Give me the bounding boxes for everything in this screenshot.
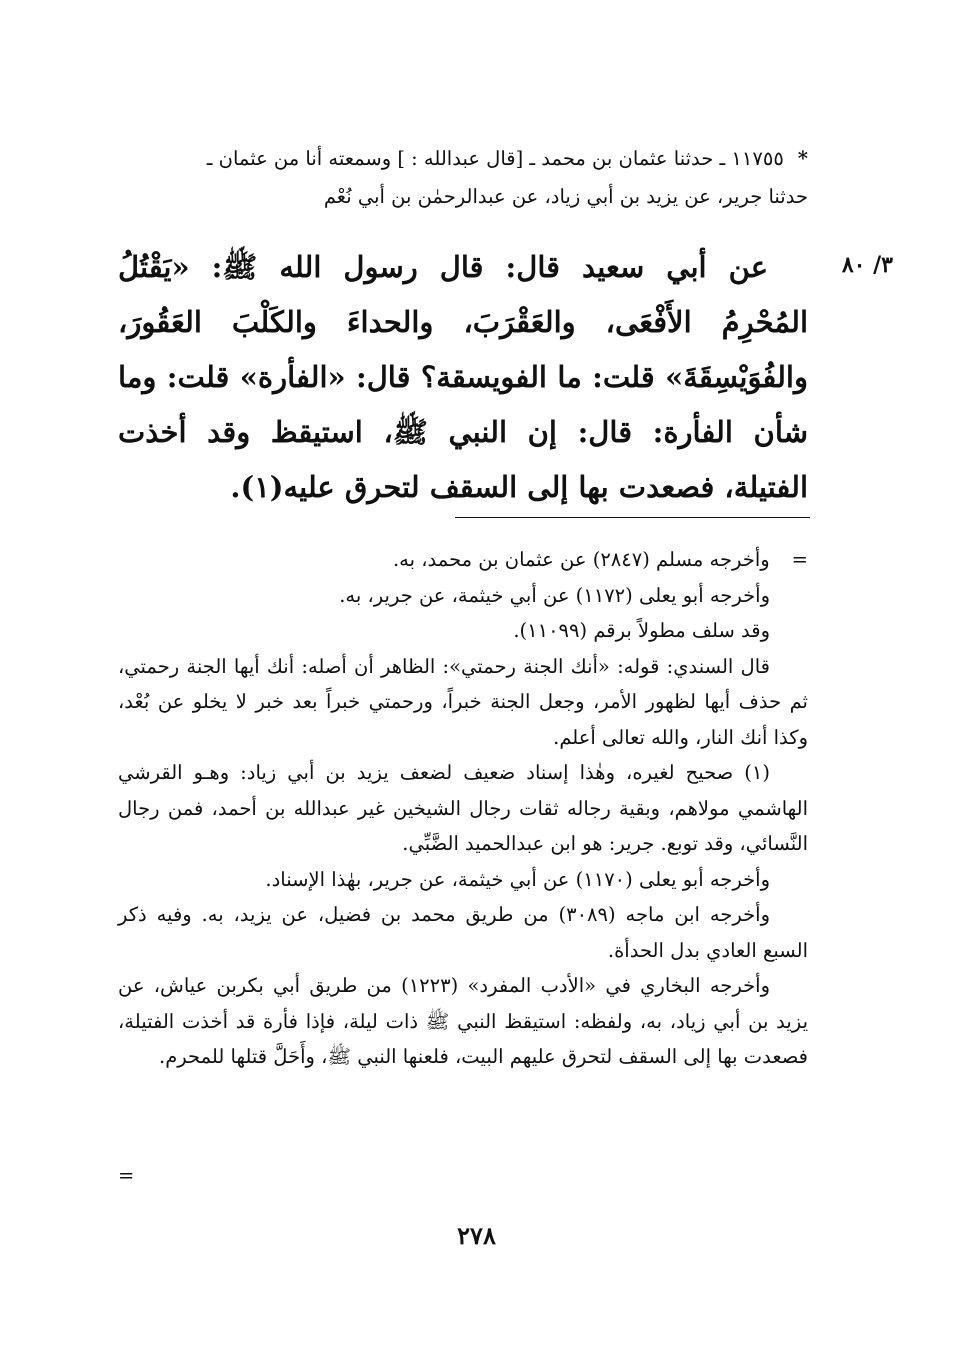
footnote-paragraph: وقد سلف مطولاً برقم (١١٠٩٩). [513,619,770,642]
footnote-paragraph: وأخرجه أبو يعلى (١١٧٠) عن أبي خيثمة، عن جرير، بهٰذا الإسناد. [265,867,770,891]
footnotes [118,542,808,1075]
hadith-text: عن أبي سعيد قال: قال رسول الله ﷺ: «يَقْتُلُ المُحْرِمُ الأَفْعَى، والعَقْرَبَ، والحداءَ والكَلْبَ العَقُورَ، والفُوَيْسِقَةَ» قلت: ما الفويسقة؟ قال: «الفأرة» قلت: وما شأن الفأرة: قال: إن النبي ﷺ، استيقظ وقد أخذت الفتيلة، فصعدت بها إلى السقف لتحرق عليه(١). [118,250,808,504]
hadith-text-block [118,240,808,515]
footnote-paragraph: قال السندي: قوله: «أنك الجنة رحمتي»: الظاهر أن أصله: أنك أيها الجنة رحمتي، ثم حذف أيها لظهور الأمر، وجعل الجنة خبراً، ورحمتي خبراً بعد خبر لا يخلو عن بُعْد، وكذا أنك النار، والله تعالى أعلم. [118,654,808,749]
footnote-paragraph: وأخرجه البخاري في «الأدب المفرد» (١٢٢٣) من طريق أبي بكربن عياش، عن يزيد بن أبي زياد، به، ولفظه: استيقظ النبي ﷺ ذات ليلة، فإذا فأرة قد أخذت الفتيلة، فصعدت بها إلى السقف لتحرق عليهم البيت، فلعنها النبي ﷺ، وأَحَلَّ قتلها للمحرم. [118,974,808,1068]
hadith-number: ٣/ ٨٠ [841,252,893,278]
isnad-line: *١١٧٥٥ ـ حدثنا عثمان بن محمد ـ [قال عبدالله : ] وسمعته أنا من عثمان ـ [206,147,808,170]
footnote-paragraph: =وأخرجه مسلم (٢٨٤٧) عن عثمان بن محمد، به. [392,548,808,571]
continuation-marker-end: = [118,1164,135,1187]
footnote-paragraph: وأخرجه أبو يعلى (١١٧٢) عن أبي خيثمة، عن جرير، به. [339,583,770,607]
footnote-paragraph: وأخرجه ابن ماجه (٣٠٨٩) من طريق محمد بن فضيل، عن يزيد، به. وفيه ذكر السبع العادي بدل الحدأة. [118,903,808,962]
footnote-divider [455,517,810,518]
isnad-block [118,140,808,216]
isnad-line: حدثنا جرير، عن يزيد بن أبي زياد، عن عبدالرحمٰن بن أبي نُعْم [323,185,808,208]
asterisk-marker: * [797,147,808,170]
continuation-marker: = [791,548,808,571]
footnote-paragraph: (١) صحيح لغيره، وهٰذا إسناد ضعيف لضعف يزيد بن أبي زياد: وهـو القرشي الهاشمي مولاهم، وبقية رجاله ثقات رجال الشيخين غير عبدالله بن أحمد، فمن رجال النَّسائي، وقد توبع. جرير: هو ابن عبدالحميد الضَّبِّي. [118,761,808,855]
page-number: ٢٧٨ [457,1221,496,1250]
